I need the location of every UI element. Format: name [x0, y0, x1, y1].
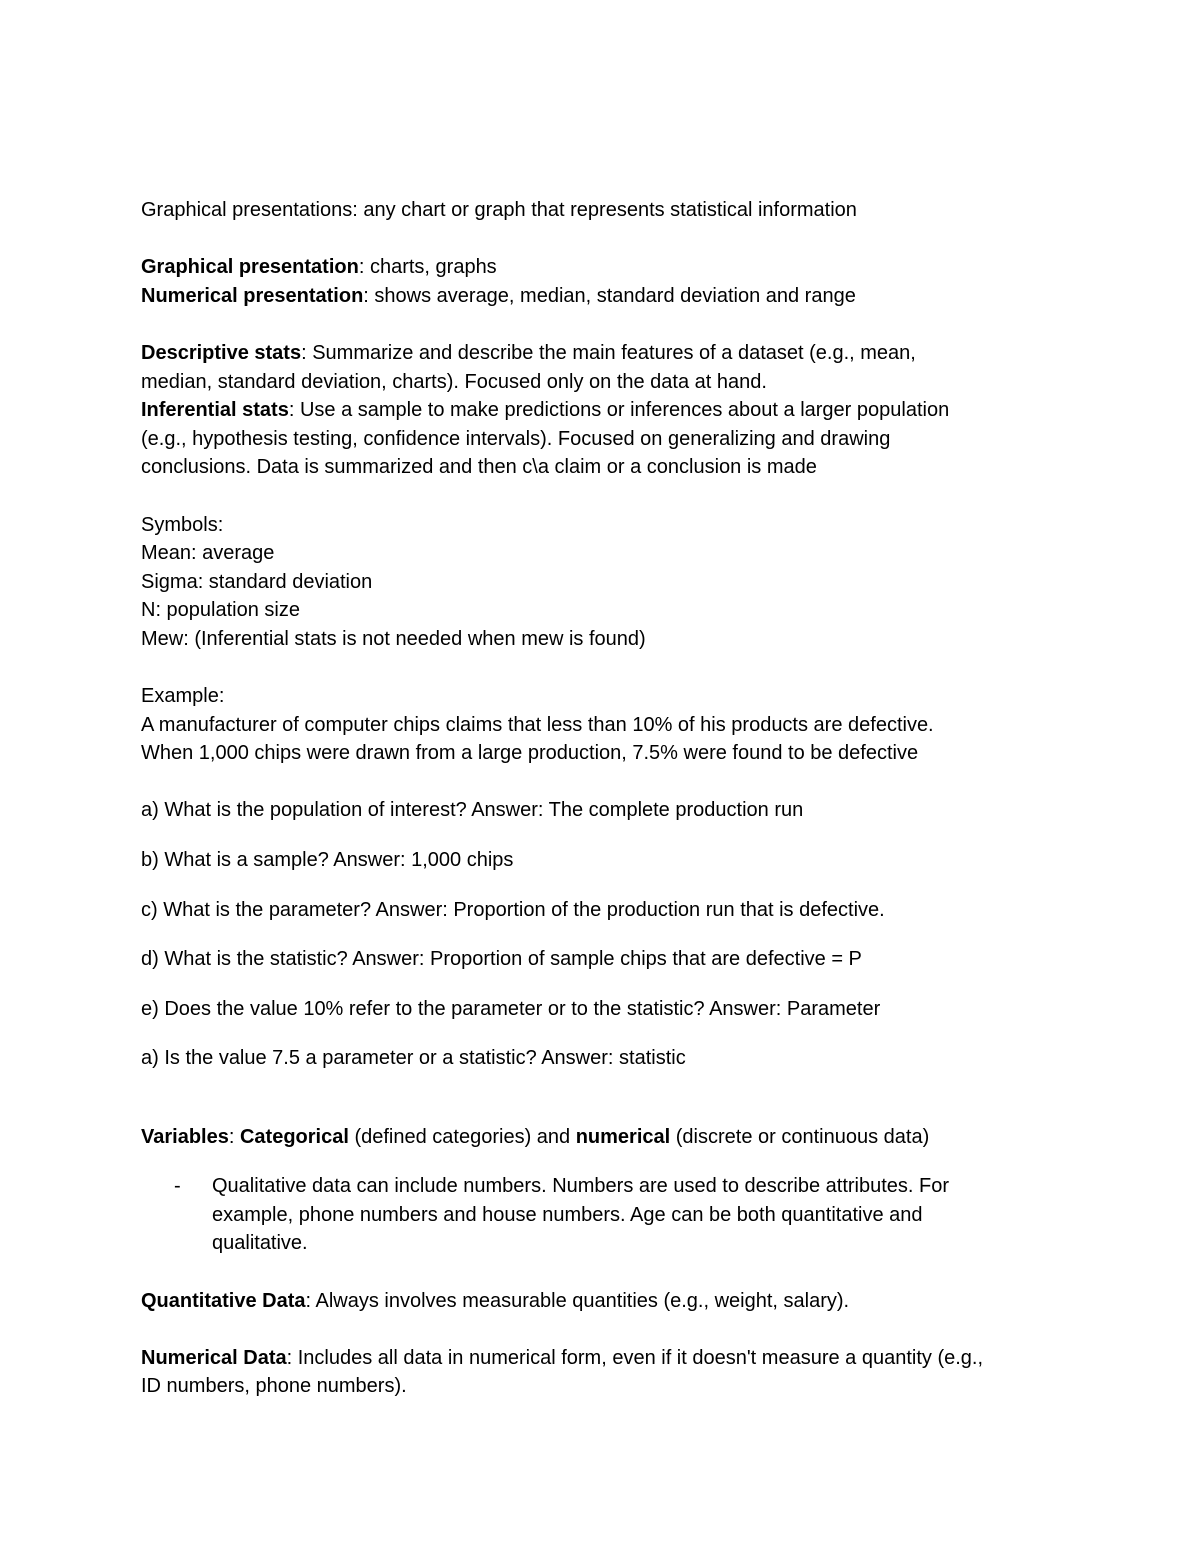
variables-definition	[141, 1123, 1061, 1152]
graphical-presentation-text: : charts, graphs	[358, 256, 497, 279]
descriptive-stats-text-2: median, standard deviation, charts). Focused only on the data at hand.	[141, 370, 767, 393]
categorical-text: (defined categories) and	[348, 1125, 576, 1148]
numerical-data-text-2: ID numbers, phone numbers).	[141, 1375, 407, 1398]
term-variables: Variables	[141, 1125, 229, 1148]
symbol-mean: Mean: average	[141, 542, 275, 565]
numerical-data-text-1: : Includes all data in numerical form, even if it doesn't measure a quantity (e.g.,	[286, 1346, 984, 1369]
bullet-dash: -	[174, 1175, 181, 1198]
example-heading: Example:	[141, 685, 225, 708]
question-c: c) What is the parameter? Answer: Proportion of the production run that is defective.	[141, 898, 885, 921]
term-numerical: numerical	[575, 1125, 671, 1148]
symbols-heading: Symbols:	[141, 513, 224, 536]
question-e: e) Does the value 10% refer to the parameter or to the statistic? Answer: Parameter	[141, 997, 881, 1020]
symbol-sigma: Sigma: standard deviation	[141, 570, 373, 593]
inferential-stats-definition	[141, 396, 1061, 425]
quantitative-data-definition	[141, 1287, 1061, 1316]
bullet-line-3: qualitative.	[212, 1232, 308, 1255]
question-a: a) What is the population of interest? Answer: The complete production run	[141, 799, 804, 822]
question-a-repeat: a) Is the value 7.5 a parameter or a statistic? Answer: statistic	[141, 1047, 686, 1070]
numerical-presentation-text: : shows average, median, standard deviation and range	[363, 284, 856, 307]
inferential-stats-text-2: (e.g., hypothesis testing, confidence intervals). Focused on generalizing and drawing	[141, 427, 891, 450]
symbol-n: N: population size	[141, 599, 300, 622]
bullet-line-1: Qualitative data can include numbers. Numbers are used to describe attributes. For	[212, 1175, 950, 1198]
document-body	[141, 196, 1061, 1401]
example-line-1: A manufacturer of computer chips claims that less than 10% of his products are defective.	[141, 713, 934, 736]
numerical-presentation-definition	[141, 282, 1061, 311]
term-numerical-presentation: Numerical presentation	[141, 284, 364, 307]
example-line-2: When 1,000 chips were drawn from a large production, 7.5% were found to be defective	[141, 742, 919, 765]
inferential-stats-text-1: : Use a sample to make predictions or inferences about a larger population	[288, 399, 950, 422]
inferential-stats-text-3: conclusions. Data is summarized and then c\a claim or a conclusion is made	[141, 456, 817, 479]
numerical-data-definition	[141, 1344, 1061, 1373]
bullet-item	[141, 1172, 1061, 1258]
descriptive-stats-text-1: : Summarize and describe the main features of a dataset (e.g., mean,	[301, 341, 916, 364]
term-graphical-presentation: Graphical presentation	[141, 256, 359, 279]
question-b: b) What is a sample? Answer: 1,000 chips	[141, 849, 514, 872]
intro-line: Graphical presentations: any chart or graph that represents statistical information	[141, 199, 857, 221]
term-inferential-stats: Inferential stats	[141, 399, 289, 422]
graphical-presentation-definition	[141, 253, 1061, 282]
numerical-text: (discrete or continuous data)	[670, 1125, 930, 1148]
question-d: d) What is the statistic? Answer: Proportion of sample chips that are defective = P	[141, 948, 862, 971]
term-quantitative-data: Quantitative Data	[141, 1289, 306, 1312]
quantitative-data-text: : Always involves measurable quantities (e.g., weight, salary).	[305, 1289, 850, 1312]
term-descriptive-stats: Descriptive stats	[141, 341, 302, 364]
variables-separator: :	[228, 1125, 240, 1148]
term-categorical: Categorical	[239, 1125, 349, 1148]
bullet-line-2: example, phone numbers and house numbers. Age can be both quantitative and	[212, 1203, 923, 1226]
symbol-mew: Mew: (Inferential stats is not needed when mew is found)	[141, 627, 646, 650]
term-numerical-data: Numerical Data	[141, 1346, 287, 1369]
descriptive-stats-definition	[141, 339, 1061, 368]
